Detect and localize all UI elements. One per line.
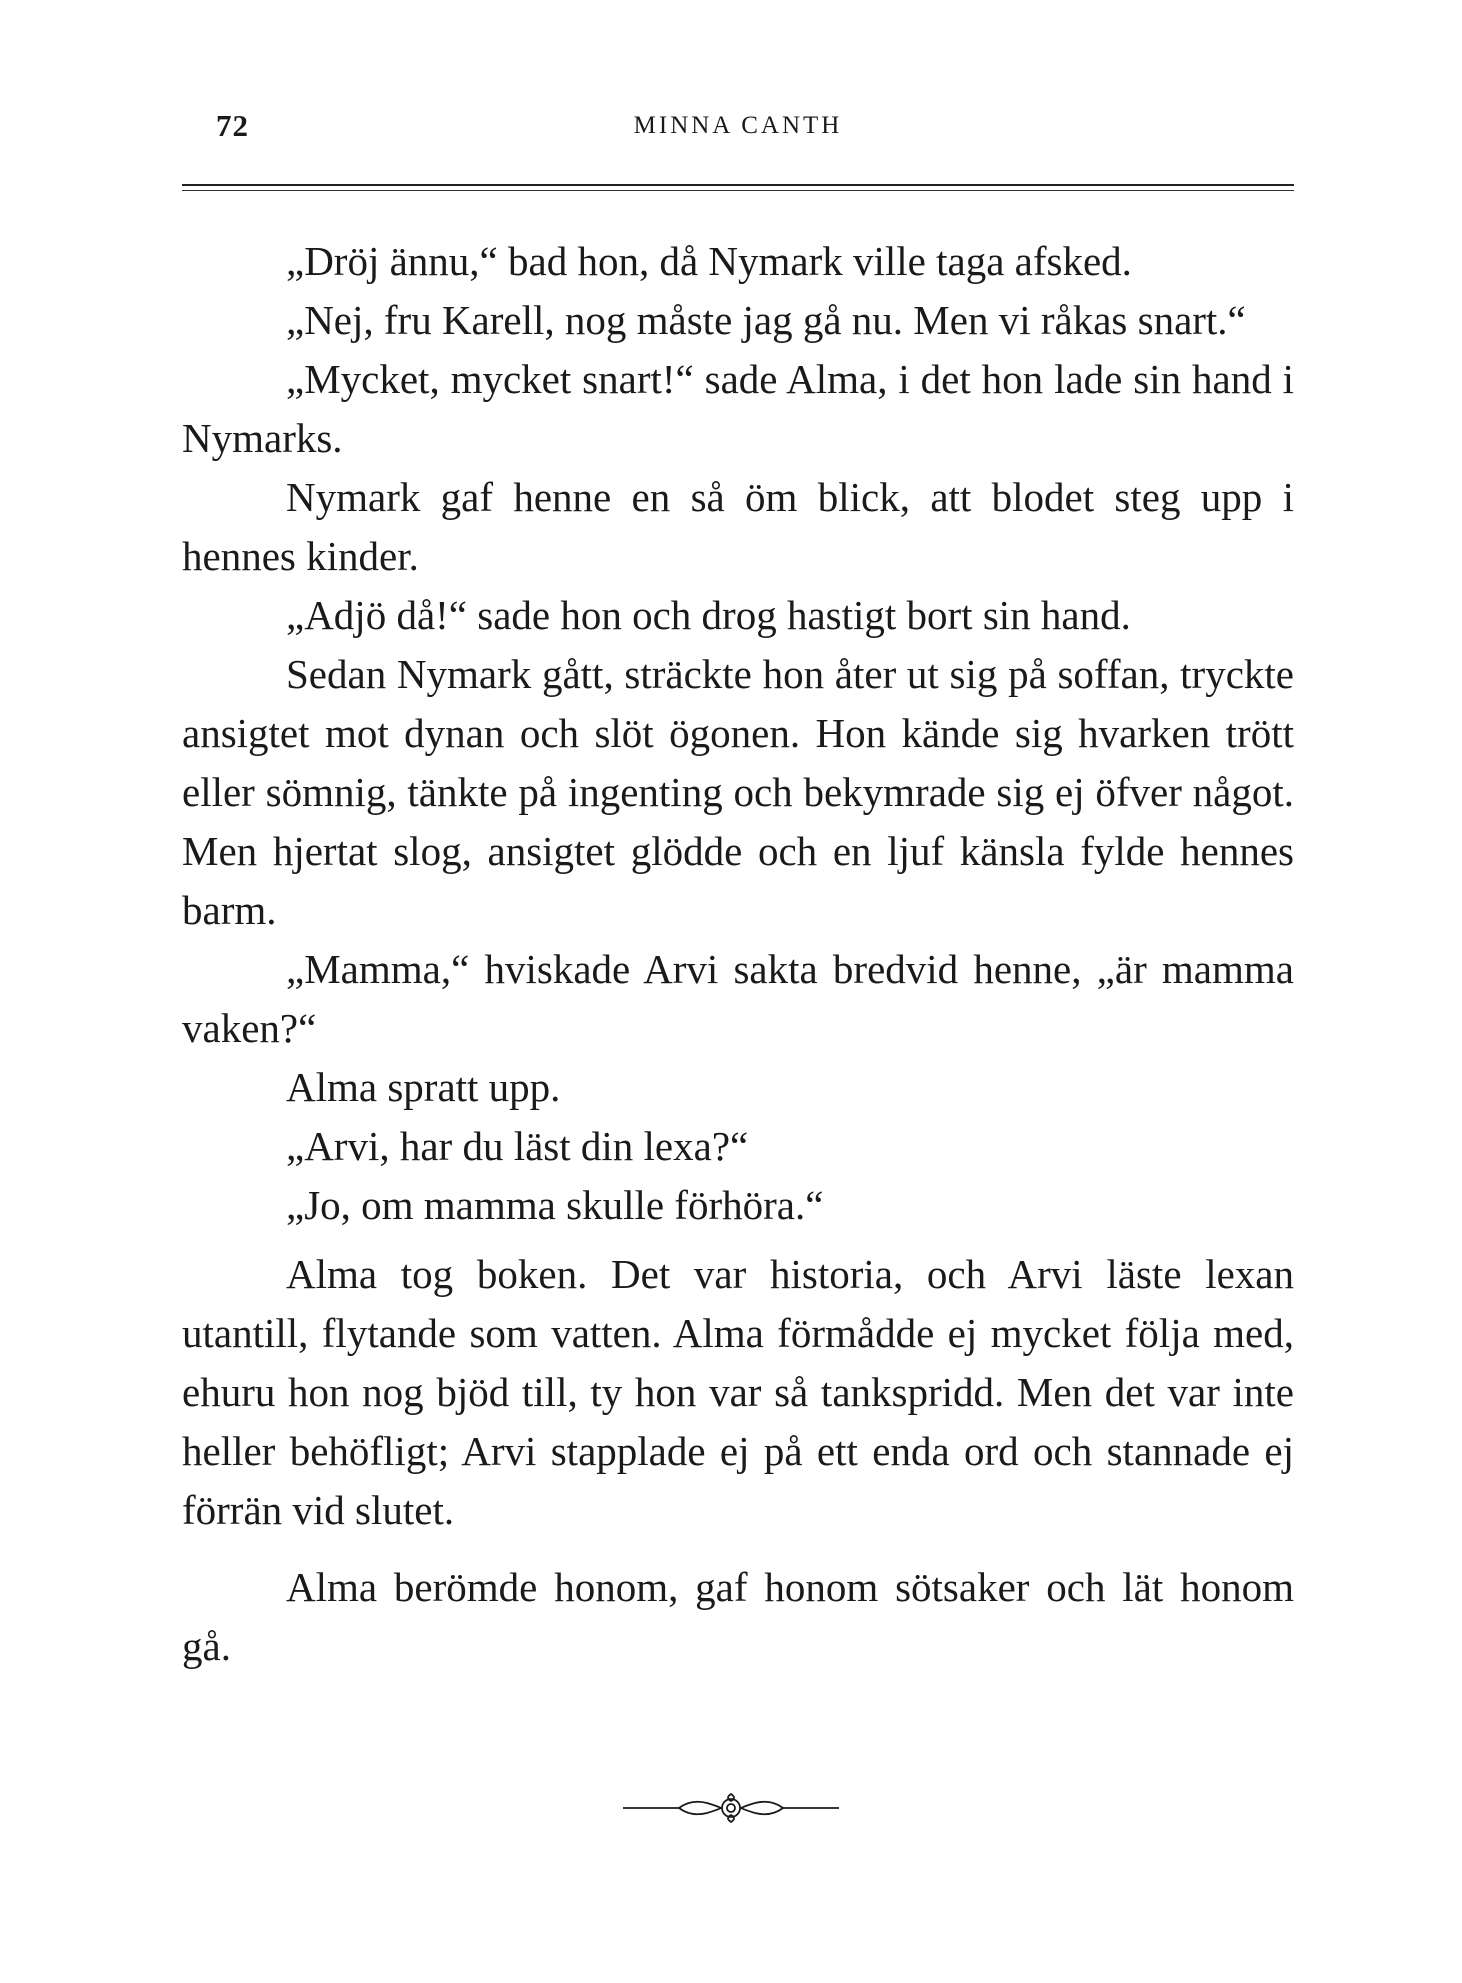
ornament-icon: [621, 1788, 841, 1828]
ornament: [0, 1788, 1462, 1828]
page-number: 72: [216, 108, 249, 143]
paragraph: Alma tog boken. Det var historia, och Arvi läste lexan utantill, flytande som vatten. Alma förmådde ej mycket följa med, ehuru hon nog bjöd till, ty hon var så tankspridd. Men det var inte heller behöfligt; Arvi stapplade ej på ett enda ord och stannade ej förrän vid slutet.: [182, 1251, 1294, 1533]
paragraph: „Nej, fru Karell, nog måste jag gå nu. Men vi råkas snart.“: [286, 297, 1246, 343]
paragraph: Nymark gaf henne en så öm blick, att blodet steg upp i hennes kinder.: [182, 474, 1294, 579]
running-title: MINNA CANTH: [633, 112, 843, 139]
paragraph: Alma spratt upp.: [286, 1064, 561, 1110]
body-text: [182, 232, 1294, 1676]
header-rule-thin: [182, 190, 1294, 191]
paragraph: Alma berömde honom, gaf honom sötsaker och lät honom gå.: [182, 1564, 1294, 1669]
paragraph: „Dröj ännu,“ bad hon, då Nymark ville taga afsked.: [286, 238, 1132, 284]
paragraph: „Mycket, mycket snart!“ sade Alma, i det hon lade sin hand i Nymarks.: [182, 356, 1294, 461]
header-rule: [182, 184, 1294, 186]
running-head: [182, 108, 1294, 148]
paragraph: „Adjö då!“ sade hon och drog hastigt bort sin hand.: [286, 592, 1131, 638]
paragraph: „Jo, om mamma skulle förhöra.“: [286, 1182, 824, 1228]
paragraph: „Arvi, har du läst din lexa?“: [286, 1123, 749, 1169]
paragraph: „Mamma,“ hviskade Arvi sakta bredvid henne, „är mamma vaken?“: [182, 946, 1294, 1051]
paragraph: Sedan Nymark gått, sträckte hon åter ut sig på soffan, tryckte ansigtet mot dynan och slöt ögonen. Hon kände sig hvarken trött eller sömnig, tänkte på ingenting och bekymrade sig ej öfver något. Men hjertat slog, ansigtet glödde och en ljuf känsla fylde hennes barm.: [182, 651, 1294, 933]
